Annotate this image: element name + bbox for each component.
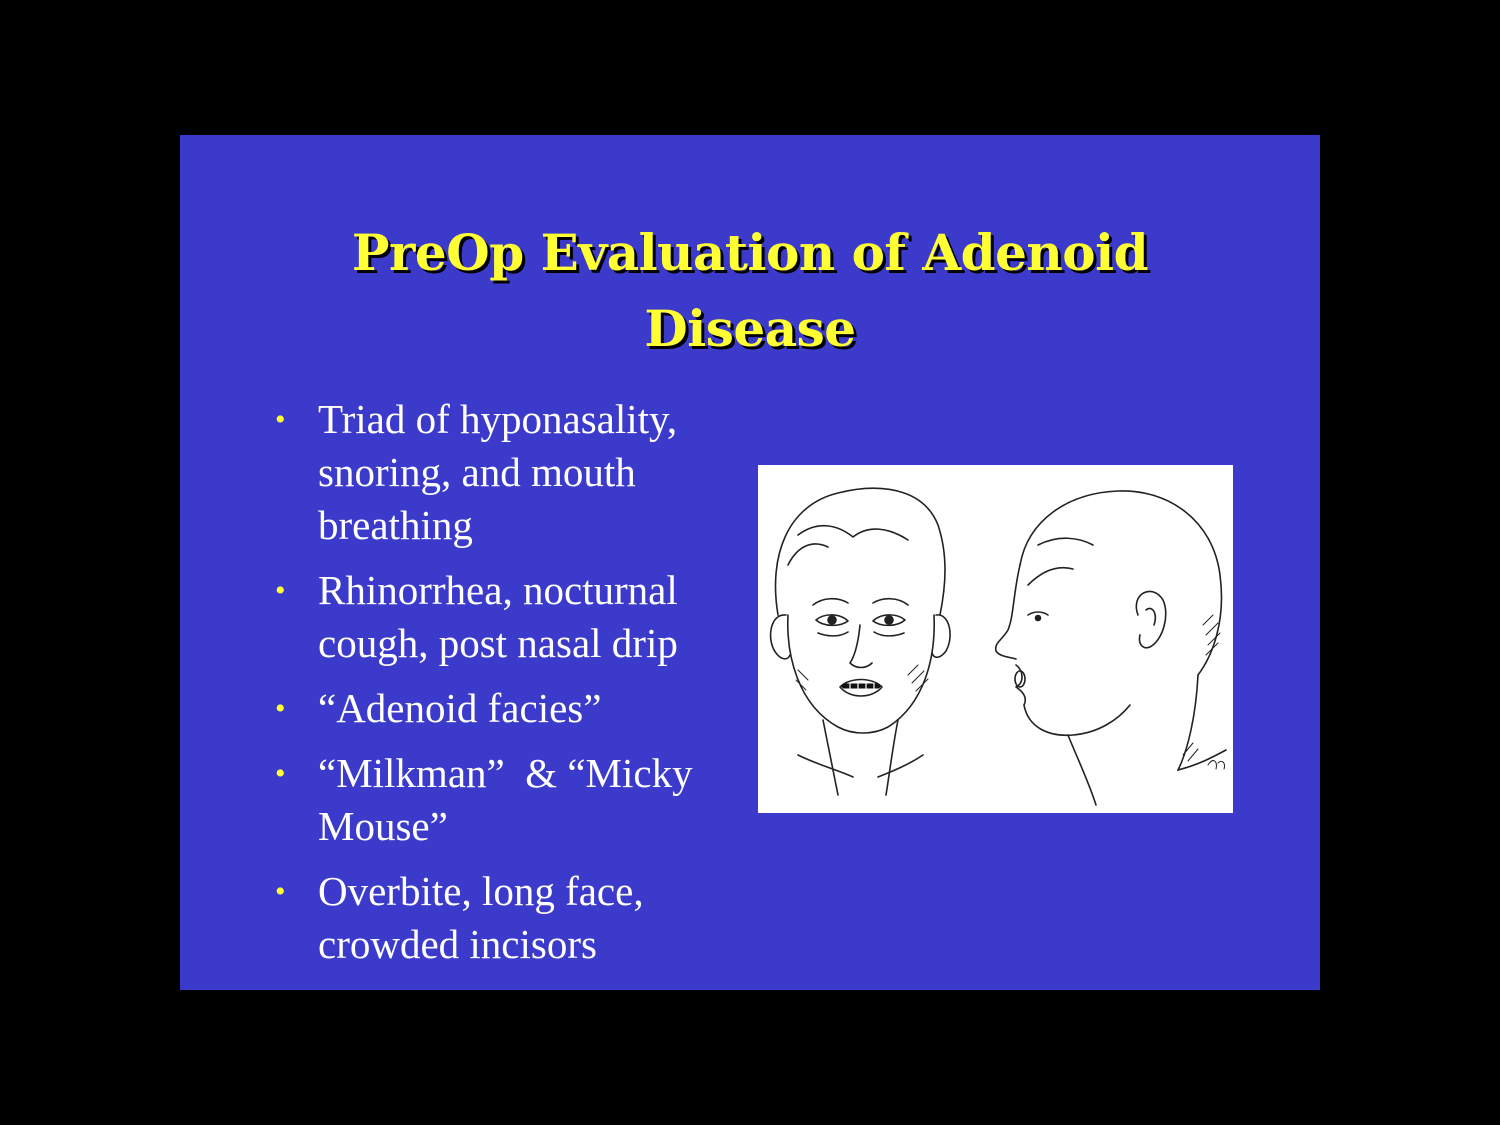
title-line-1: PreOp Evaluation of Adenoid [351, 223, 1149, 282]
bullet-text: Triad of hyponasality, snoring, and mouth breathing [318, 396, 678, 548]
bullet-dot-icon: • [275, 692, 286, 725]
bullet-item [275, 865, 745, 971]
bullet-item [275, 564, 745, 670]
title-line-2: Disease [644, 299, 856, 358]
slide-title [180, 215, 1320, 367]
front-face-drawing [771, 488, 951, 795]
adenoid-facies-drawing [758, 465, 1233, 813]
slide [180, 135, 1320, 990]
bullet-text: “Adenoid facies” [318, 685, 602, 731]
bullet-dot-icon: • [275, 757, 286, 790]
bullet-text: Rhinorrhea, nocturnal cough, post nasal drip [318, 567, 678, 666]
profile-face-drawing [996, 491, 1226, 805]
bullet-list [275, 393, 745, 983]
bullet-dot-icon: • [275, 403, 286, 436]
bullet-text: “Milkman” & “Micky Mouse” [318, 750, 703, 849]
adenoid-facies-illustration [758, 465, 1233, 813]
bullet-text: Overbite, long face, crowded incisors [318, 868, 644, 967]
bullet-item [275, 747, 745, 853]
bullet-item [275, 393, 745, 552]
bullet-dot-icon: • [275, 875, 286, 908]
bullet-dot-icon: • [275, 574, 286, 607]
bullet-item [275, 682, 745, 735]
